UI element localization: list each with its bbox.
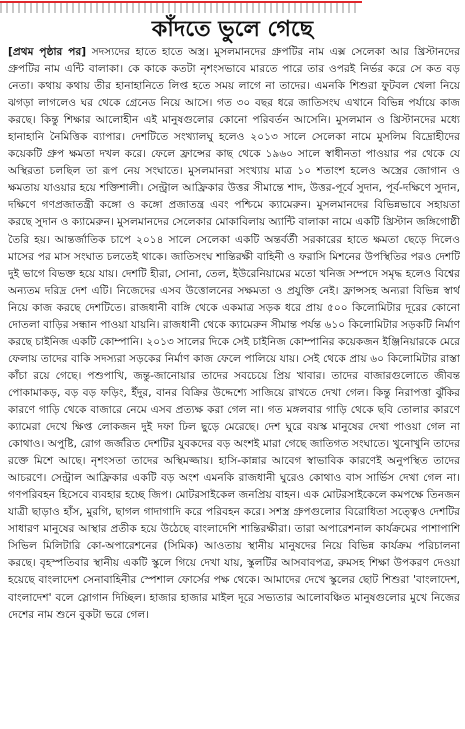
article-text: সদস্যদের হাতে হাতে অস্ত্র। মুসলমানদের গ্রুপটির নাম এক্স সেলেকা আর খ্রিস্টানদের গ্রুপটির নাম এন্টি বালাকা। কে কাকে কতটা নৃশংসভাবে মারতে পারে তার ওপরই নির্ভর করে সে কত বড় নেতা। কথায় কথায় তীর হানাহানিতে লিপ্ত হতে সময় লাগে না তাদের। এমনকি শিশুরা ফুটবল খেলা নিয়ে ঝগড়া লাগলেও ঘর থেকে গ্রেনেড নিয়ে আসে। গত ৩০ বছর ধরে জাতিসংঘ এখানে বিভিন্ন পর্যায়ে কাজ করছে। কিন্তু শিক্ষার আলোহীন এই মানুষগুলোর কোনো পরিবর্তন আসেনি। মুসলমান ও খ্রিস্টানদের মধ্যে হানাহানি নৈমিত্তিক ব্যাপার। দেশটিতে সংখ্যালঘু হলেও ২০১৩ সালে সেলেকা নামে মুসলিম বিদ্রোহীদের কয়েকটি গ্রুপ ক্ষমতা দখল করে। ফেলে ফ্রান্সের কাছ থেকে ১৯৬০ সালে স্বাধীনতা পাওয়ার পর থেকে যে অস্থিরতা চলছিল তা রূপ নেয় সংঘাতে। মুসলমানরা সংখ্যায় মাত্র ১০ শতাংশ হলেও অস্ত্রের জোগান ও ক্ষমতায় যাওয়ার হয়ে শক্তিশালী। সেন্ট্রাল আফ্রিকার উত্তর সীমান্তে শাদ, উত্তর-পূর্বে সুদান, পূর্ব-দক্ষিণে সুদান, দক্ষিণে গণপ্রজাতন্ত্রী কঙ্গো ও কঙ্গো প্রজাতন্ত্র এবং পশ্চিমে ক্যামেরুন। মুসলমানদের বিভিন্নভাবে সহায়তা করছে সুদান ও ক্যামেরুন। মুসলমানদের সেলেকার মোকাবিলায় অ্যান্টি বালাকা নামে একটি খ্রিস্টান জঙ্গিগোষ্ঠী তৈরি হয়। আন্তর্জাতিক চাপে ২০১৪ সালে সেলেকা একটি অন্তর্বর্তী সরকারের হাতে ক্ষমতা ছেড়ে দিলেও মাসের পর মাস সংঘাত চলতেই থাকে। জাতিসংঘ শান্তিরক্ষী বাহিনী ও ফরাসি মিশনের উপস্থিতির পরও দেশটি দুই ভাগে বিভক্ত হয়ে যায়। দেশটি হীরা, সোনা, তেল, ইউরেনিয়ামের মতো খনিজ সম্পদে সমৃদ্ধ হলেও বিশ্বের অন্যতম দরিদ্র দেশ এটি। নিজেদের এসব উত্তোলনের সক্ষমতা ও প্রযুক্তি নেই। ফ্রান্সসহ অন্যরা বিভিন্ন স্বার্থ নিয়ে কাজ করছে দেশটিতে। রাজধানী বাঙ্গি থেকে একমাত্র সড়ক ধরে প্রায় ৫০০ কিলোমিটার দূরের কোনো দোতলা বাড়ির সন্ধান পাওয়া যায়নি। রাজধানী থেকে ক্যামেরুন সীমান্ত পর্যন্ত ৬১০ কিলোমিটার সড়কটি নির্মাণ করছে চাইনিজ একটি কোম্পানি। ২০১৩ সালের দিকে সেই চাইনিজ কোম্পানির কয়েকজন ইঞ্জিনিয়ারকে মেরে ফেলায় তাদের বাকি সদস্যরা সড়কের নির্মাণ কাজ ফেলে পালিয়ে যায়। সেই থেকে প্রায় ৬০ কিলোমিটার রাস্তা কাঁচা রয়ে গেছে। পশুপাখি, জন্তু-জানোয়ার তাদের সবচেয়ে প্রিয় খাবার। তাদের বাজারগুলোতে জীবন্ত পোকামাকড়, বড় বড় ফড়িং, ইঁদুর, বানর বিক্রির উদ্দেশ্যে সাজিয়ে রাখতে দেখা গেল। কিন্তু নিরাপত্তা ঝুঁকির কারণে গাড়ি থেকে বাজারে নেমে এসব প্রত্যক্ষ করা গেল না। গত মঙ্গলবার গাড়ি থেকে ছবি তোলার কারণে ক্যামেরা দেখে ক্ষিপ্ত লোকজন দুই দফা ঢিল ছুড়ে মেরেছে। দেশ ঘুরে বয়স্ক মানুষের দেখা পাওয়া গেল না কোথাও। অপুষ্টি, রোগ জর্জরিত দেশটির যুবকদের বড় অংশই মারা গেছে জাতিগত সংঘাতে। খুনোখুনি তাদের রক্তে মিশে আছে। নৃশংসতা তাদের অস্থিমজ্জায়। হাসি-কান্নার আবেগ স্বাভাবিক কারণেই অনুপস্থিত তাদের আচরণে। সেন্ট্রাল আফ্রিকার একটি বড় অংশ এমনকি রাজধানী ঘুরেও কোথাও বাস সার্ভিস দেখা গেল না। গণপরিবহন হিসেবে ব্যবহার হচ্ছে জিপ। মোটরসাইকেল জনপ্রিয় বাহন। এক মোটরসাইকেলে কমপক্ষে তিনজন যাত্রী ছাড়াও হাঁস, মুরগি, ছাগল গাদাগাদি করে পরিবহন করে। সশস্ত্র গ্রুপগুলোর বিরোধিতা সত্ত্বেও দেশটির সাধারণ মানুষের আস্থার প্রতীক হয়ে উঠেছে বাংলাদেশি শান্তিরক্ষীরা। তারা অপারেশনাল কার্যক্রমের পাশাপাশি সিভিল মিলিটারি কো-অপারেশনের (সিমিক) আওতায় স্থানীয় মানুষদের নিয়ে বিভিন্ন কার্যক্রম পরিচালনা করছে। বৃহস্পতিবার স্থানীয় একটি স্কুলে গিয়ে দেখা যায়, স্কুলটির আসবাবপত্র, রুমসহ শিক্ষা উপকরণ দেওয়া হয়েছে বাংলাদেশ সেনাবাহিনীর স্পেশাল ফোর্সের পক্ষ থেকে। আমাদের দেখে স্কুলের ছোট শিশুরা 'বাংলাদেশ, বাংলাদেশ' বলে স্লোগান দিচ্ছিল। হাজার হাজার মাইল দূরে সভ্যতার আলোবঞ্চিত মানুষগুলোর মুখে নিজের দেশের নাম শুনে বুকটা ভরে গেল। (8, 46, 460, 621)
article-body (8, 44, 460, 724)
article-headline: কাঁদতে ভুলে গেছে (151, 16, 314, 42)
header-pattern (0, 3, 360, 13)
continuation-tag: [প্রথম পৃষ্ঠার পর] (8, 46, 87, 58)
